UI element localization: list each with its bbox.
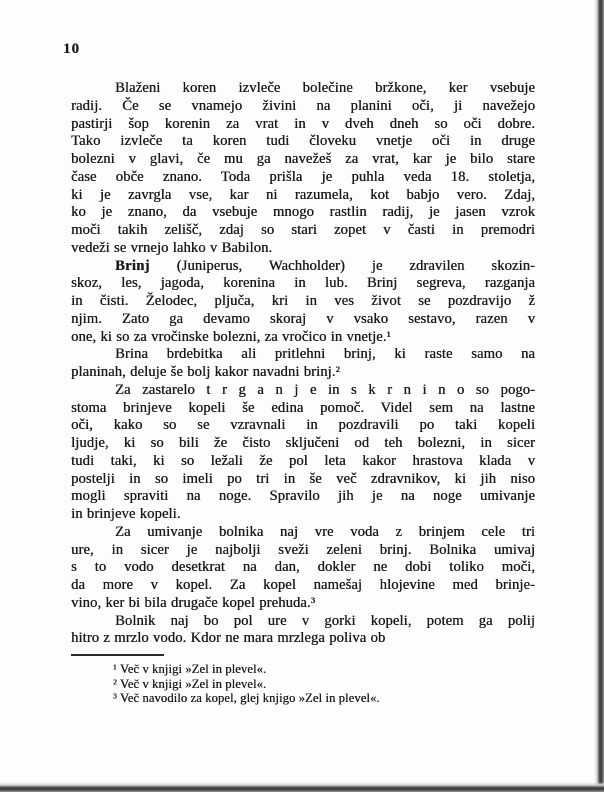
text-line: Brina brdebitka ali pritlehni brinj, ki raste samo na xyxy=(115,346,535,363)
text-line: tudi taki, ki so ležali že pol leta kakor hrastova klada v xyxy=(71,452,535,469)
text-line: hitro z mrzlo vodo. Kdor ne mara mrzlega poliva ob xyxy=(71,630,386,647)
text-line: vedeži se vrnejo lahko v Babilon. xyxy=(71,239,273,256)
text-line: radij. Če se vnamejo živini na planini oči, ji navežejo xyxy=(71,97,535,114)
text-line: čase obče znano. Toda prišla je puhla veda 18. stoletja, xyxy=(71,168,535,185)
text-line: stoma brinjeve kopeli še edina pomoč. Videl sem na lastne xyxy=(71,399,535,416)
text-line: mogli spraviti na noge. Spravilo jih je na noge umivanje xyxy=(71,488,535,505)
text-line: vino, ker bi bila drugače kopel prehuda.³ xyxy=(71,594,316,611)
footnote-line: ³ Več navodilo za kopel, glej knjigo »Zel in plevel«. xyxy=(113,691,380,706)
footnotes xyxy=(71,662,535,706)
footnote-line: ¹ Več v knjigi »Zel in plevel«. xyxy=(113,662,267,676)
text-line: skoz, les, jagoda, korenina in lub. Brinj segreva, razganja xyxy=(71,275,535,292)
paragraph xyxy=(71,613,535,649)
text-line: moči takih zelišč, zdaj so stari zopet v časti in premodri xyxy=(71,222,535,238)
text-line: planinah, deluje še bolj kakor navadni brinj.² xyxy=(71,364,340,380)
text-line: bolezni v glavi, če mu ga navežeš za vrat, kar je bilo stare xyxy=(71,151,535,167)
text-line: Blaženi koren izvleče bolečine bržkone, ker vsebuje xyxy=(115,80,535,96)
text-line: ki je zavrgla vse, kar ni razumela, kot babjo vero. Zdaj, xyxy=(71,186,535,203)
text-line: ljudje, ki so bili že čisto sključeni od teh bolezni, in sicer xyxy=(71,435,535,451)
body-text xyxy=(71,80,535,648)
page-number: 10 xyxy=(63,41,80,57)
scan-shadow-bottom xyxy=(0,782,604,792)
footnote-divider xyxy=(71,654,164,656)
text-line: Brinj (Juniperus, Wachholder) je zdravilen skozin- xyxy=(115,257,535,274)
text-line: Za zastarelo t r g a n j e in s k r n i n o so pogo- xyxy=(115,381,535,398)
paragraph xyxy=(71,258,535,347)
text-line: ko je znano, da vsebuje mnogo rastlin radij, je jasen vzrok xyxy=(71,204,535,221)
paragraph xyxy=(71,382,535,524)
text-line: in čisti. Želodec, pljuča, kri in ves život se pozdravijo ž xyxy=(71,293,535,309)
text-line: pastirji šop korenin za vrat in v dveh dneh so oči dobre. xyxy=(71,115,535,132)
bold-lead-word: Brinj xyxy=(115,257,150,274)
paragraph xyxy=(71,524,535,613)
text-line: Bolnik naj bo pol ure v gorki kopeli, potem ga polij xyxy=(115,612,535,629)
paragraph xyxy=(71,80,535,258)
text-line: postelji in so imeli po tri in še več zdravnikov, ki jih niso xyxy=(71,470,535,487)
text-line: s to vodo desetkrat na dan, dokler ne dobi toliko moči, xyxy=(71,559,535,576)
paragraph xyxy=(71,346,535,382)
text-line: oči, kako so se vzravnali in pozdravili po taki kopeli xyxy=(71,417,535,434)
footnote-line: ² Več v knjigi »Zel in plevel«. xyxy=(113,676,267,691)
text-line: da more v kopel. Za kopel namešaj hlojevine med brinje- xyxy=(71,577,535,593)
text-line: Tako izvleče ta koren tudi človeku vnetje oči in druge xyxy=(71,133,535,150)
text-line: Za umivanje bolnika naj vre voda z brinjem cele tri xyxy=(115,523,535,540)
text-line: one, ki so za vročinske bolezni, za vročico in vnetje.¹ xyxy=(71,328,391,345)
text-line: in brinjeve kopeli. xyxy=(71,506,181,522)
text-line: njim. Zato ga devamo skoraj v vsako sestavo, razen v xyxy=(71,310,535,327)
scan-shadow-right xyxy=(594,0,604,792)
text-line: ure, in sicer je najbolji sveži zeleni brinj. Bolnika umivaj xyxy=(71,541,535,558)
